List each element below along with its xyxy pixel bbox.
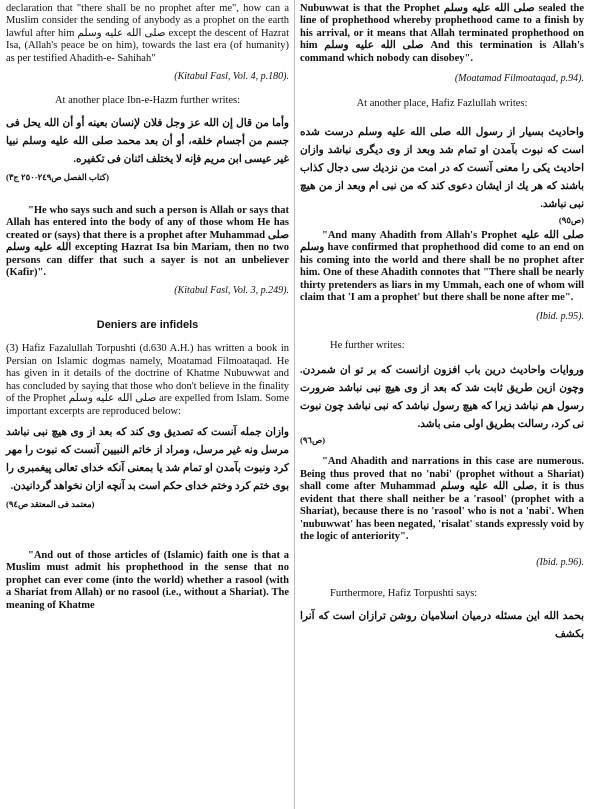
section-intro: Furthermore, Hafiz Torpushti says: xyxy=(330,588,478,600)
arabic-reference: (كتاب الفصل ص٢٤٩-٢٥٠ ج٣) xyxy=(6,172,109,183)
translation-paragraph: "And many Ahadith from Allah's Prophet صلى الله عليه وسلم have confirmed that prophethood did come to an end on his coming into the world and there shall be no prophet after him. One of these Ahadith connotes that "There shall be nearly thirty pretenders as liars in my Ummah, each one of whom will claim that 'I am a prophet' but there shall be none after me". xyxy=(300,230,584,304)
paragraph: declaration that "there shall be no prophet after me", how can a Muslim consider the sending of anybody as a prophet on the earth lawful after him صلى الله عليه وسلم except the descent of Hazrat Isa, (Allah's peace be on him), towards the last era (of humanity) as per testified Ahadith-e- Sahihah" xyxy=(6,3,289,64)
left-column xyxy=(6,0,289,612)
persian-reference: (ص٩٦) xyxy=(300,435,326,446)
section-heading: Deniers are infidels xyxy=(96,319,199,332)
persian-quote: بحمد الله اين مسئله درميان اسلاميان روشن ترازان است كه آنرا بكشف xyxy=(300,611,584,641)
citation: (Ibid. p.95). xyxy=(536,311,584,323)
arabic-quote: وأما من قال إن الله عز وجل فلان لإنسان بعينه أو أن الله يحل فى جسم من أجسام خلقه، أو أن بعد محمد صلى الله عليه وسلم نبيا غير عيسى ابن مريم فإنه لا يختلف اثنان فى تكفيره. xyxy=(6,118,289,166)
citation: (Kitabul Fasl, Vol. 4, p.180). xyxy=(174,71,289,83)
section-intro: At another place, Hafiz Fazlullah writes: xyxy=(356,98,528,110)
citation: (Kitabul Fasl, Vol. 3, p.249). xyxy=(174,285,289,297)
right-column xyxy=(300,0,584,644)
citation: (Moatamad Filmoataqad, p.94). xyxy=(454,73,584,85)
paragraph: (3) Hafiz Fazalullah Torpushti (d.630 A.H.) has written a book in Persian on Islamic dogmas namely, Moatamad Filmoataqad. He has given in it details of the doctrine of Khatme Nubuwwat and has concluded by saying that those who don't believe in the finality of the Prophet صلى الله عليه وسلم are expelled from Islam. Some important excerpts are reproduced below: xyxy=(6,343,289,417)
persian-reference: (ص٩٥) xyxy=(558,215,584,226)
section-intro: He further writes: xyxy=(330,340,405,352)
persian-reference: (معتمد فى المعتقد ص٩٤) xyxy=(6,498,95,509)
citation: (Ibid. p.96). xyxy=(536,557,584,569)
translation-paragraph: "And out of those articles of (Islamic) faith one is that a Muslim must admit his prophethood in the sense that no prophet can ever come (into the world) whether a rasool (with a Shariat from Allah) or no rasool (i.e., without a Shariat). The meaning of Khatme xyxy=(6,549,289,611)
persian-quote: وازان جمله آنست كه تصديق وى كند كه بعد از وى هيچ نبى نباشد مرسل ونه غير مرسل، ومراد از خاتم النبيين آنست كه نبوت را مهر كرد ونبوت بآمدن او تمام شد يا بمعنى آنكه خداى تعالى پيغمبرى را بوى ختم كرد وختم خداى حكم است بد آنچه ازان نخواهد گردانيدن. xyxy=(6,426,289,492)
persian-quote: وروايات واحاديث درين باب افزون ازانست كه بر تو ان شمردن. وچون ازين طريق ثابت شد كه بعد از وى هيچ نبى نباشد ضرورت رسول هم نباشد زيرا كه هيچ رسول نباشد كه نبى نباشد چون نبوت نى كرد، رسالت بطريق اولى منى باشد. xyxy=(300,365,584,431)
translation-paragraph: "He who says such and such a person is Allah or says that Allah has entered into the body of any of those whom He has created or (says) that there is a prophet after Muhammad صلى الله عليه وسلم excepting Hazrat Isa bin Mariam, then no two persons can differ that such a sayer is not an unbeliever (Kafir)". xyxy=(6,205,289,279)
column-divider xyxy=(294,0,295,809)
section-intro: At another place Ibn-e-Hazm further writes: xyxy=(54,95,241,107)
persian-quote: واحاديث بسيار از رسول الله صلى الله عليه وسلم درست شده است كه نبوت بآمدن او تمام شد وبعد از وى ديگرى نباشد وازان احاديث يكى را معنى آنست كه در امت من نزديك سى دجال كذاب باشند كه هر يك از ايشان دعوى كند كه من نبى ام وبعد از من هيچ نبى نباشد. xyxy=(300,127,584,211)
translation-paragraph: Nubuwwat is that the Prophet صلى الله عليه وسلم sealed the line of prophethood whereby prophethood came to a finish by his arrival, or it means that Allah terminated prophethood on him صلى الله عليه وسلم And this termination is Allah's command which nobody can disobey". xyxy=(300,3,584,64)
translation-paragraph: "And Ahadith and narrations in this case are numerous. Being thus proved that no 'nabi' (prophet without a Shariat) shall come after Muhammad صلى الله عليه وسلم, it is thus evident that there shall neither be a 'rasool' (prophet with a Shariat), because there is no 'rasool' who is not a 'nabi'. When 'nubuwwat' has been negated, 'risalat' stands expressly void by the logic of anteriority". xyxy=(300,456,584,542)
